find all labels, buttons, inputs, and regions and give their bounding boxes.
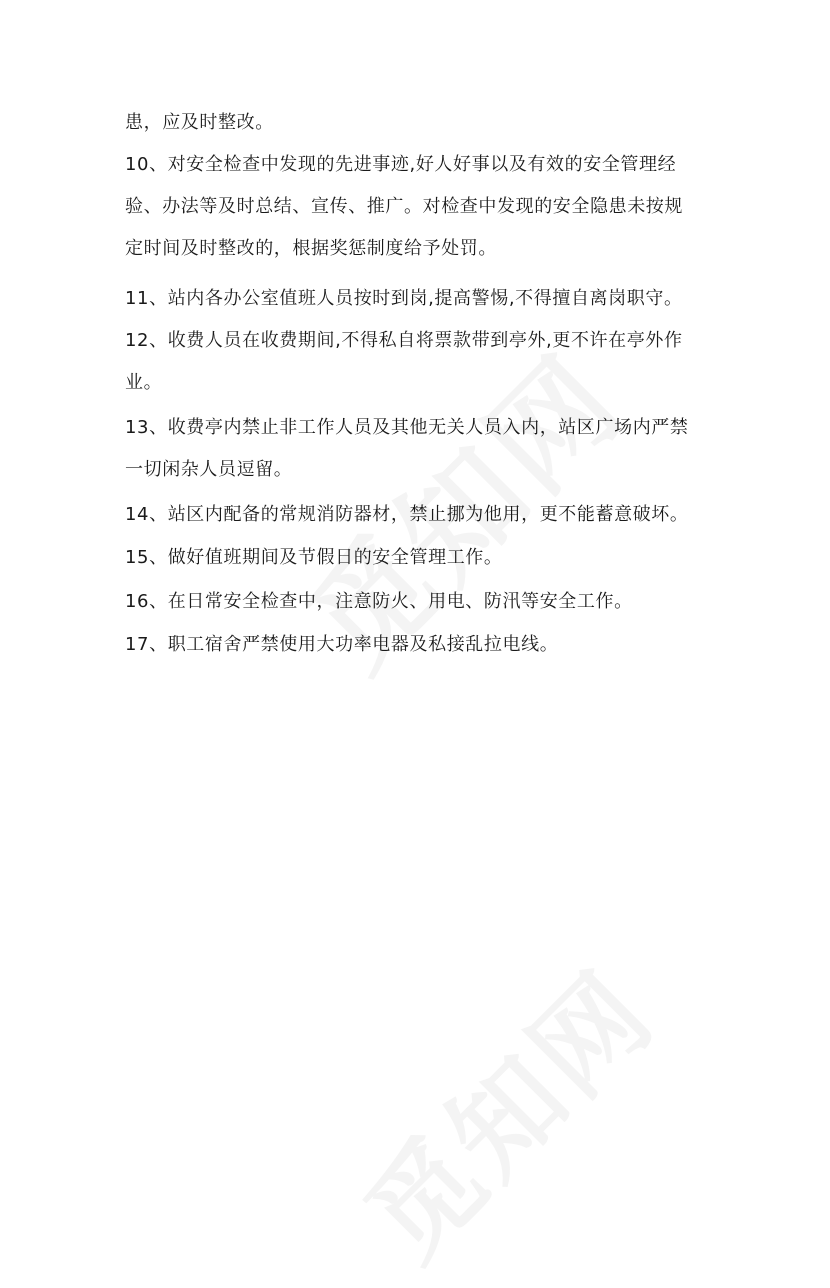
text-line: 17、职工宿舍严禁使用大功率电器及私接乱拉电线。 xyxy=(125,634,559,655)
text-line: 14、站区内配备的常规消防器材，禁止挪为他用，更不能蓄意破坏。 xyxy=(125,504,689,525)
text-line: 一切闲杂人员逗留。 xyxy=(125,459,293,480)
text-line: 16、在日常安全检查中，注意防火、用电、防汛等安全工作。 xyxy=(125,591,633,612)
text-line: 10、对安全检查中发现的先进事迹,好人好事以及有效的安全管理经 xyxy=(125,154,677,175)
watermark xyxy=(325,930,683,1288)
text-line: 12、收费人员在收费期间,不得私自将票款带到亭外,更不许在亭外作 xyxy=(125,330,683,351)
text-line: 业。 xyxy=(125,372,163,393)
text-line: 患，应及时整改。 xyxy=(125,112,274,133)
text-line: 11、站内各办公室值班人员按时到岗,提高警惕,不得擅自离岗职守。 xyxy=(125,288,683,309)
text-line: 13、收费亭内禁止非工作人员及其他无关人员入内，站区广场内严禁 xyxy=(125,417,689,438)
text-line: 验、办法等及时总结、宣传、推广。对检查中发现的安全隐患未按规 xyxy=(125,196,683,217)
text-line: 15、做好值班期间及节假日的安全管理工作。 xyxy=(125,547,503,568)
text-line: 定时间及时整改的，根据奖惩制度给予处罚。 xyxy=(125,238,497,259)
